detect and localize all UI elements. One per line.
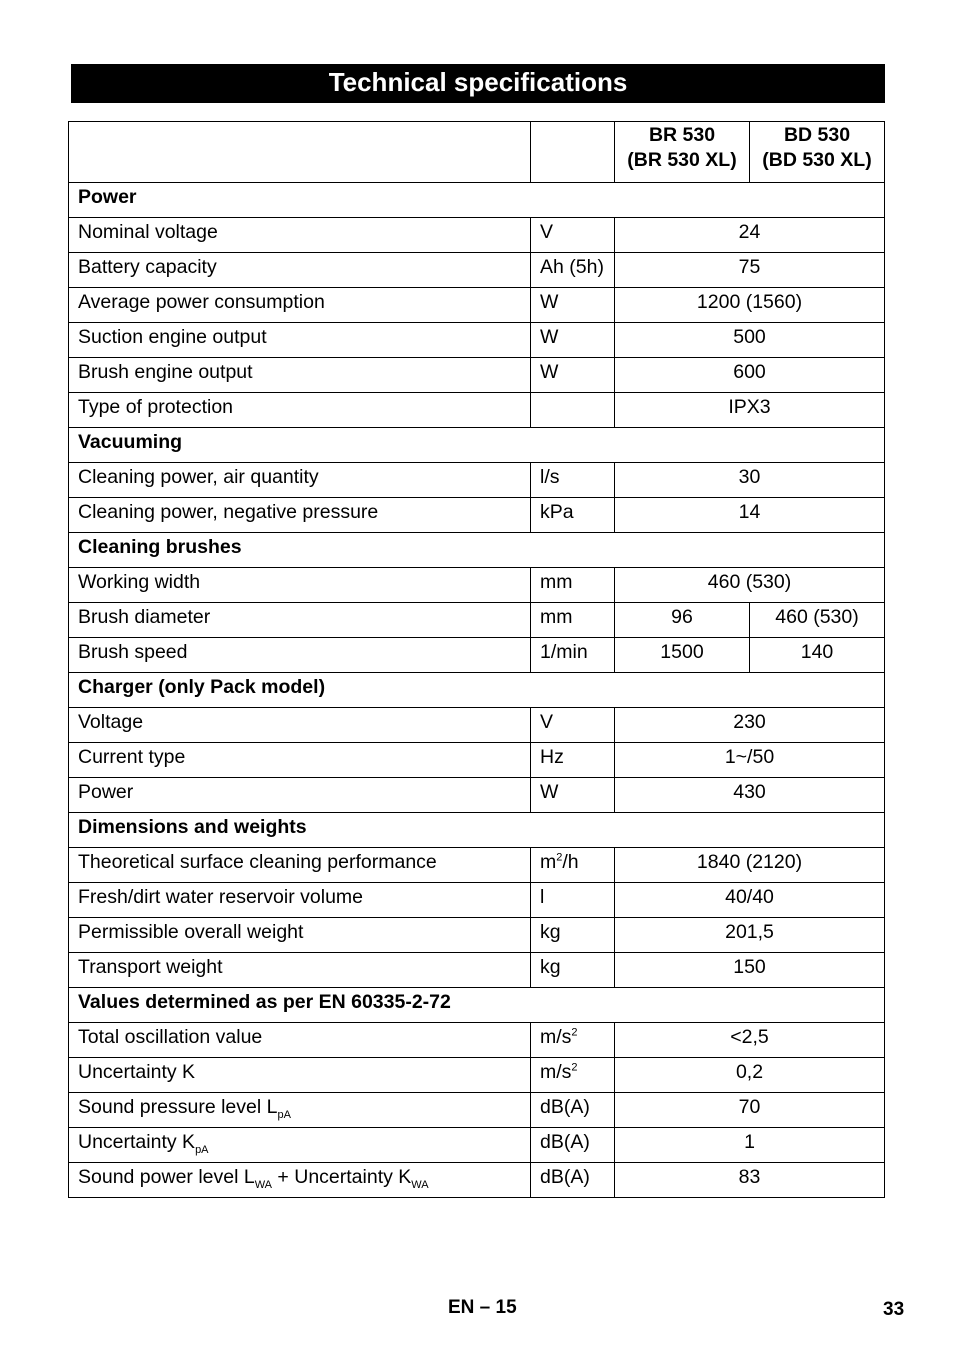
section-cleaning-brushes: Cleaning brushes [69,533,885,568]
row-value-bd530: 140 [750,638,885,673]
label-subscript: WA [254,1178,273,1191]
row-value: 70 [615,1093,885,1128]
unit-base: m/s [540,1061,572,1083]
table-row [69,288,885,323]
header-bd530-line1: BD 530 [783,124,851,146]
row-value: 40/40 [615,883,885,918]
row-unit: Ah (5h) [531,253,615,288]
row-label: Current type [69,743,531,778]
row-unit: mm [531,568,615,603]
table-row [69,743,885,778]
row-label: Brush speed [69,638,531,673]
row-unit [531,393,615,428]
row-label: Cleaning power, negative pressure [69,498,531,533]
table-row [69,1058,885,1093]
table-row [69,358,885,393]
header-bd530 [750,122,885,183]
row-unit: mm [531,603,615,638]
table-row [69,218,885,253]
unit-base: m/s [540,1026,572,1048]
row-unit: kPa [531,498,615,533]
row-unit: kg [531,918,615,953]
row-value: 460 (530) [615,568,885,603]
row-label: Type of protection [69,393,531,428]
row-value: 83 [615,1163,885,1198]
table-header-row [69,122,885,183]
row-value: IPX3 [615,393,885,428]
row-value: 75 [615,253,885,288]
row-unit: W [531,358,615,393]
table-row [69,393,885,428]
table-row [69,848,885,883]
row-unit: Hz [531,743,615,778]
table-row [69,918,885,953]
unit-superscript: 2 [571,1026,578,1039]
label-subscript-2: WA [411,1178,429,1191]
row-unit: kg [531,953,615,988]
page-title: Technical specifications [71,64,885,103]
row-value: 500 [615,323,885,358]
row-label: Total oscillation value [69,1023,531,1058]
section-dimensions: Dimensions and weights [69,813,885,848]
unit-superscript: 2 [556,851,563,864]
row-value: <2,5 [615,1023,885,1058]
row-label [69,1163,531,1198]
row-value: 1 [615,1128,885,1163]
table-row [69,603,885,638]
header-br530 [615,122,750,183]
row-unit: V [531,708,615,743]
row-label: Cleaning power, air quantity [69,463,531,498]
row-label: Nominal voltage [69,218,531,253]
unit-tail: /h [562,851,579,873]
row-label: Transport weight [69,953,531,988]
row-unit: V [531,218,615,253]
table-row [69,638,885,673]
header-br530-line1: BR 530 [648,124,716,146]
specifications-table [68,121,885,1198]
row-unit: W [531,288,615,323]
row-unit: W [531,323,615,358]
row-unit: l/s [531,463,615,498]
row-unit [531,1058,615,1093]
table-row [69,1128,885,1163]
row-value: 1~/50 [615,743,885,778]
row-value: 14 [615,498,885,533]
row-label: Brush diameter [69,603,531,638]
row-label [69,1093,531,1128]
row-label: Fresh/dirt water reservoir volume [69,883,531,918]
row-value: 24 [615,218,885,253]
header-br530-line2: (BR 530 XL) [627,149,737,171]
row-label: Uncertainty K [69,1058,531,1093]
row-value: 201,5 [615,918,885,953]
row-value: 1200 (1560) [615,288,885,323]
table-row [69,708,885,743]
unit-superscript: 2 [571,1061,578,1074]
table-row [69,253,885,288]
row-unit: 1/min [531,638,615,673]
header-unit-cell [531,122,615,183]
label-text: Sound power level L [78,1166,255,1188]
table-row [69,463,885,498]
row-label: Voltage [69,708,531,743]
row-value-bd530: 460 (530) [750,603,885,638]
footer-page-number: 33 [883,1299,905,1320]
table-row [69,1093,885,1128]
row-label: Power [69,778,531,813]
table-row [69,778,885,813]
row-unit [531,1023,615,1058]
row-value: 150 [615,953,885,988]
label-subscript: pA [195,1143,209,1156]
table-row [69,568,885,603]
row-unit: W [531,778,615,813]
table-row [69,1023,885,1058]
label-text: Uncertainty K [78,1131,196,1153]
row-value-br530: 96 [615,603,750,638]
row-value: 0,2 [615,1058,885,1093]
table-row [69,323,885,358]
unit-base: m [540,851,557,873]
table-row [69,883,885,918]
row-label [69,1128,531,1163]
row-value: 1840 (2120) [615,848,885,883]
table-row [69,953,885,988]
row-label: Average power consumption [69,288,531,323]
label-subscript: pA [277,1108,291,1121]
row-value: 230 [615,708,885,743]
row-value: 600 [615,358,885,393]
row-unit: dB(A) [531,1093,615,1128]
row-label: Permissible overall weight [69,918,531,953]
label-text: Sound pressure level L [78,1096,278,1118]
row-label: Suction engine output [69,323,531,358]
section-power: Power [69,183,885,218]
row-label: Brush engine output [69,358,531,393]
row-value: 430 [615,778,885,813]
section-charger: Charger (only Pack model) [69,673,885,708]
row-value: 30 [615,463,885,498]
row-unit: l [531,883,615,918]
row-value-br530: 1500 [615,638,750,673]
row-unit [531,848,615,883]
row-label: Working width [69,568,531,603]
section-values: Values determined as per EN 60335-2-72 [69,988,885,1023]
header-bd530-line2: (BD 530 XL) [762,149,872,171]
row-unit: dB(A) [531,1128,615,1163]
label-text-mid: + Uncertainty K [272,1166,412,1188]
row-label: Theoretical surface cleaning performance [69,848,531,883]
header-empty-cell [69,122,531,183]
row-unit: dB(A) [531,1163,615,1198]
row-label: Battery capacity [69,253,531,288]
footer-language-page: EN – 15 [448,1297,517,1318]
table-row [69,498,885,533]
section-vacuuming: Vacuuming [69,428,885,463]
table-row [69,1163,885,1198]
